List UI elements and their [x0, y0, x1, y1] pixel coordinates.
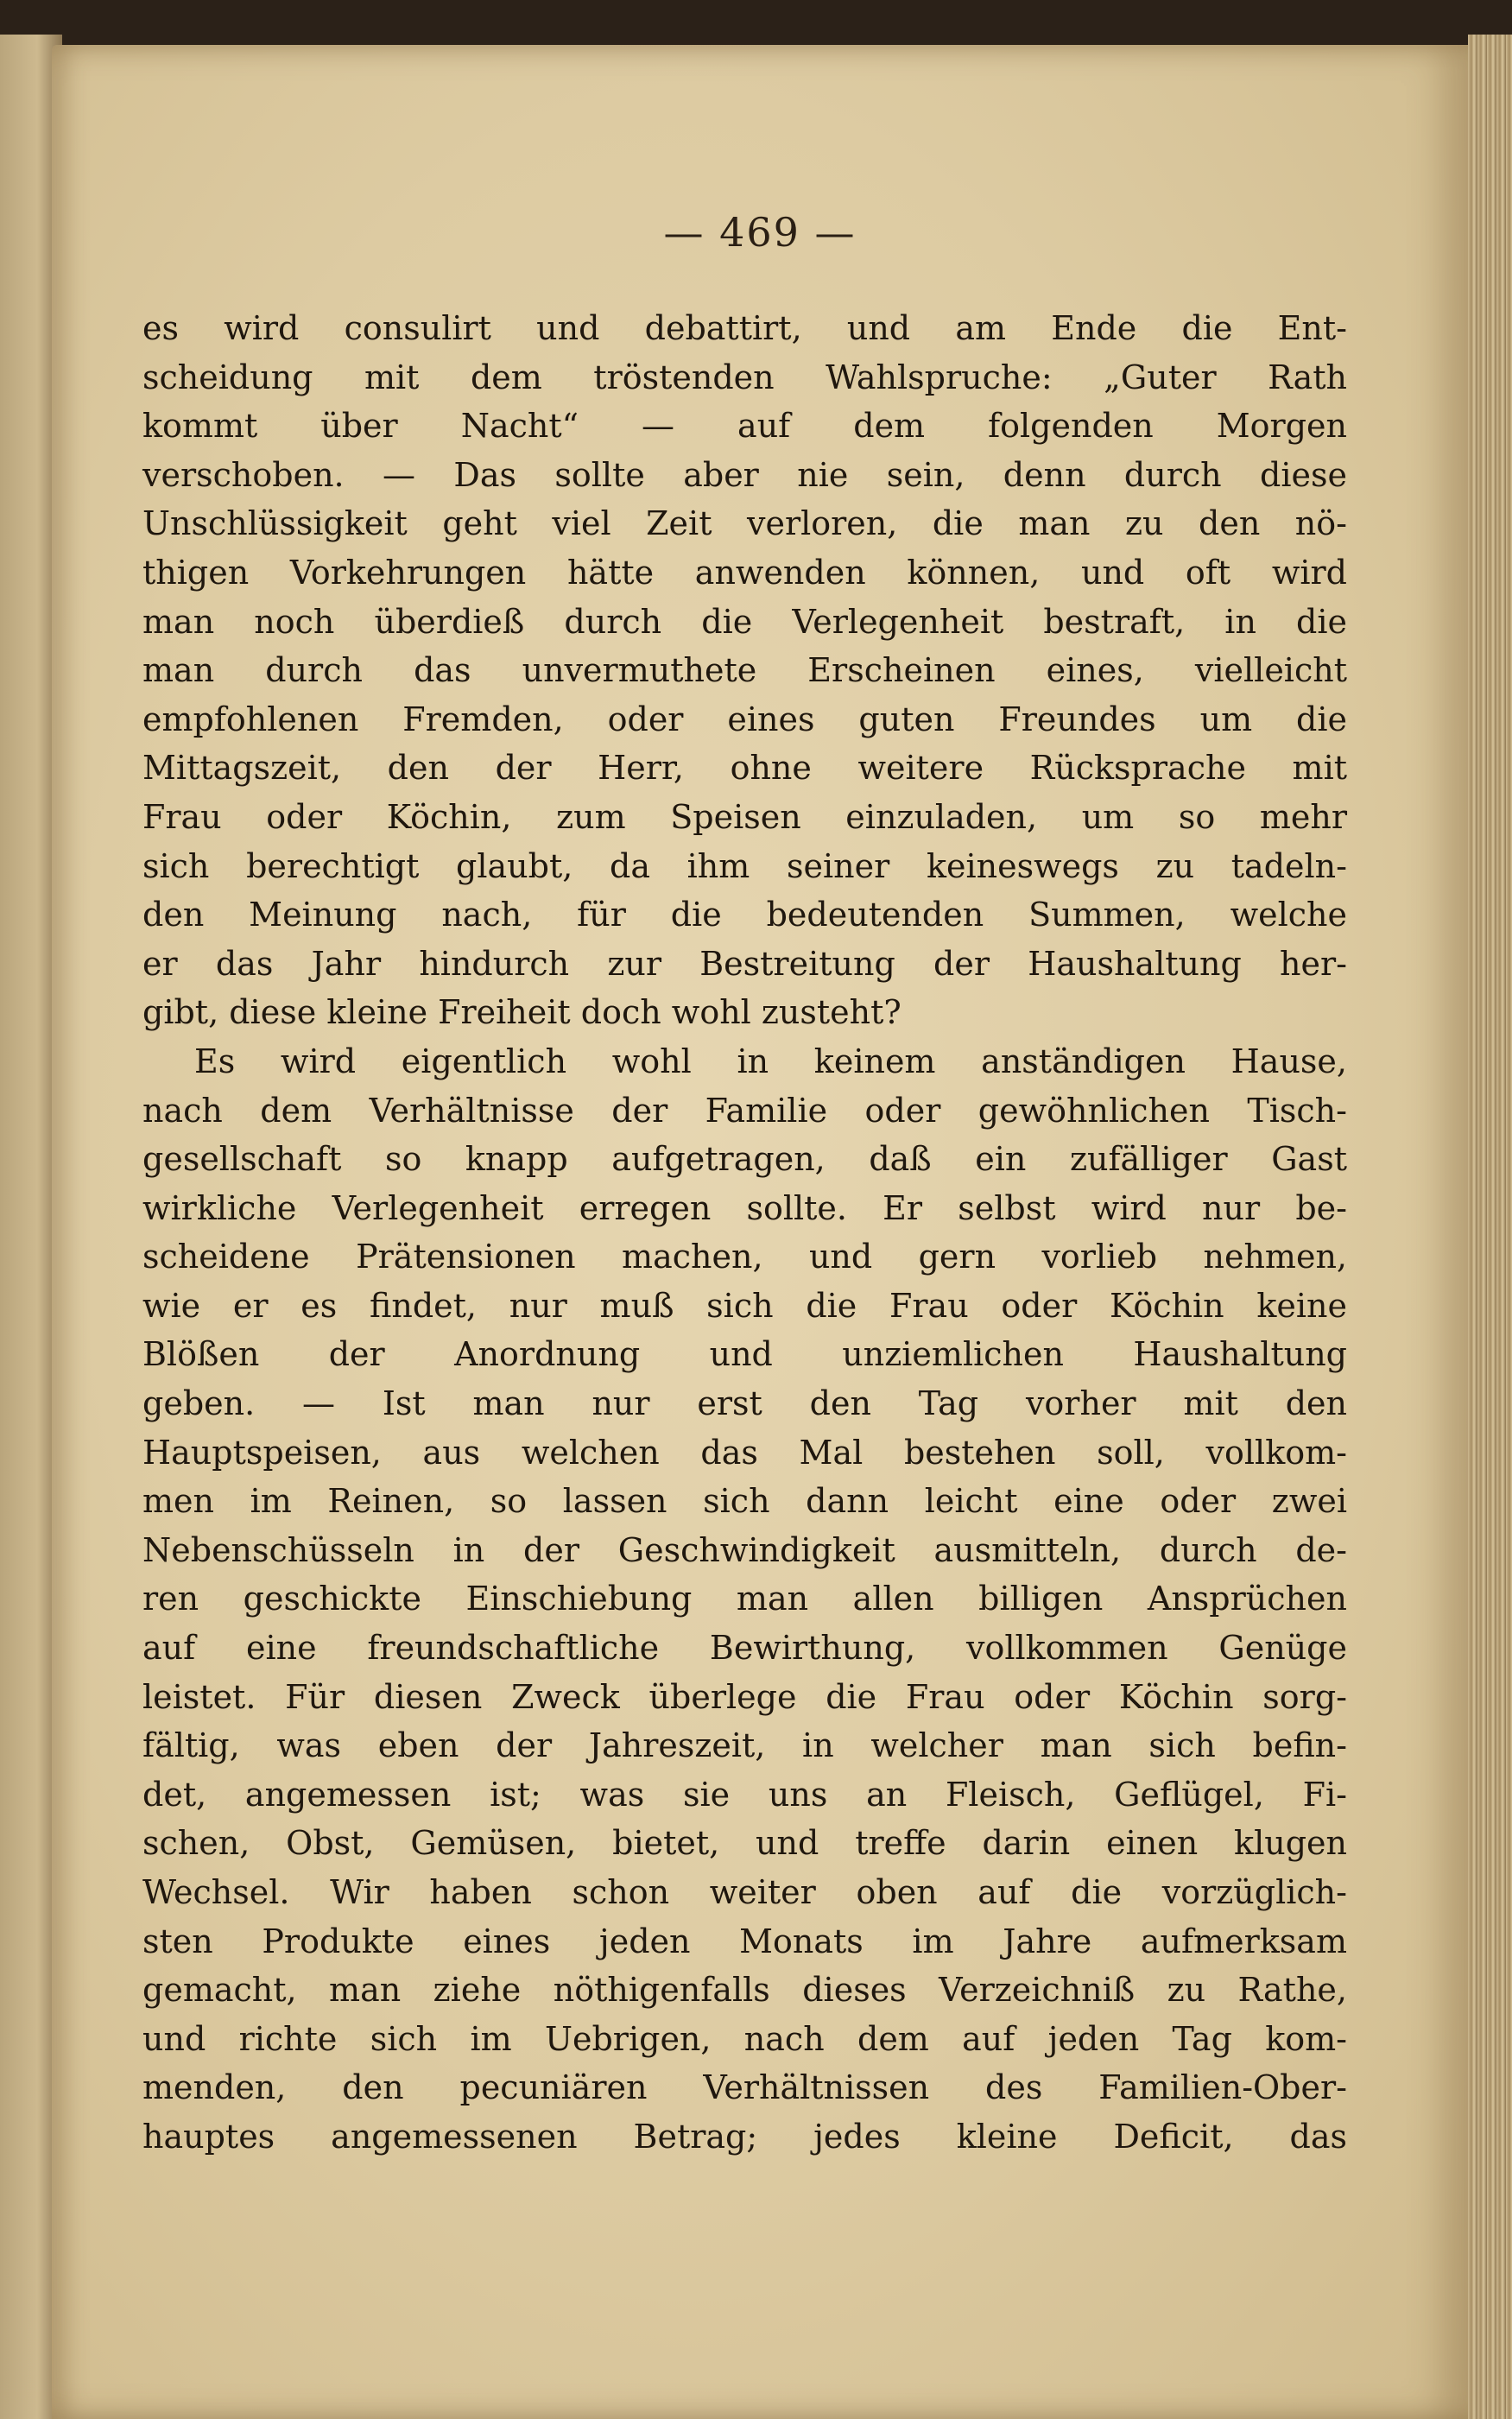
text-line: Blößen der Anordnung und unziemlichen Haushaltung	[142, 1335, 1347, 1374]
text-line: det, angemessen ist; was sie uns an Fleisch, Geflügel, Fi-	[142, 1775, 1347, 1814]
text-line: Mittagszeit, den der Herr, ohne weitere Rücksprache mit	[142, 749, 1347, 788]
text-line: Unschlüssigkeit geht viel Zeit verloren, die man zu den nö-	[142, 504, 1347, 543]
text-line: fältig, was eben der Jahreszeit, in welcher man sich befin-	[142, 1726, 1347, 1765]
text-line: menden, den pecuniären Verhältnissen des Familien-Ober-	[142, 2068, 1347, 2107]
book-page	[52, 45, 1468, 2419]
text-line: er das Jahr hindurch zur Bestreitung der Haushaltung her-	[142, 944, 1347, 983]
page-number: — 469 —	[663, 209, 857, 256]
text-line: auf eine freundschaftliche Bewirthung, vollkommen Genüge	[142, 1629, 1347, 1668]
text-line: wirkliche Verlegenheit erregen sollte. Er selbst wird nur be-	[142, 1188, 1347, 1227]
page-stack-edge	[1468, 35, 1512, 2419]
text-line: gemacht, man ziehe nöthigenfalls dieses Verzeichniß zu Rathe,	[142, 1971, 1347, 2010]
text-line: gesellschaft so knapp aufgetragen, daß ein zufälliger Gast	[142, 1140, 1347, 1179]
text-line: den Meinung nach, für die bedeutenden Summen, welche	[142, 896, 1347, 934]
text-line: gibt, diese kleine Freiheit doch wohl zusteht?	[142, 993, 902, 1032]
text-line: geben. — Ist man nur erst den Tag vorher mit den	[142, 1384, 1347, 1423]
text-line: verschoben. — Das sollte aber nie sein, denn durch diese	[142, 455, 1347, 494]
text-line: Nebenschüsseln in der Geschwindigkeit ausmitteln, durch de-	[142, 1530, 1347, 1569]
text-line: sich berechtigt glaubt, da ihm seiner keineswegs zu tadeln-	[142, 846, 1347, 885]
text-line: scheidung mit dem tröstenden Wahlspruche: „Guter Rath	[142, 358, 1347, 396]
body-text	[142, 304, 1347, 2162]
text-line: wie er es findet, nur muß sich die Frau oder Köchin keine	[142, 1286, 1347, 1325]
text-line: empfohlenen Fremden, oder eines guten Freundes um die	[142, 700, 1347, 738]
text-line: nach dem Verhältnisse der Familie oder gewöhnlichen Tisch-	[142, 1091, 1347, 1130]
text-line: leistet. Für diesen Zweck überlege die Frau oder Köchin sorg-	[142, 1677, 1347, 1716]
text-line: man durch das unvermuthete Erscheinen eines, vielleicht	[142, 651, 1347, 690]
text-line: sten Produkte eines jeden Monats im Jahre aufmerksam	[142, 1922, 1347, 1960]
text-line: Hauptspeisen, aus welchen das Mal bestehen soll, vollkom-	[142, 1433, 1347, 1472]
text-line: kommt über Nacht“ — auf dem folgenden Morgen	[142, 407, 1347, 446]
text-line: es wird consulirt und debattirt, und am Ende die Ent-	[142, 309, 1347, 347]
text-line: Wechsel. Wir haben schon weiter oben auf die vorzüglich-	[142, 1873, 1347, 1911]
text-line: thigen Vorkehrungen hätte anwenden können, und oft wird	[142, 553, 1347, 592]
text-line: Es wird eigentlich wohl in keinem anständigen Hause,	[194, 1042, 1347, 1080]
text-line: scheidene Prätensionen machen, und gern vorlieb nehmen,	[142, 1238, 1347, 1276]
text-line: Frau oder Köchin, zum Speisen einzuladen, um so mehr	[142, 797, 1347, 836]
text-line: schen, Obst, Gemüsen, bietet, und treffe darin einen klugen	[142, 1824, 1347, 1863]
text-line: men im Reinen, so lassen sich dann leicht eine oder zwei	[142, 1482, 1347, 1521]
text-line: und richte sich im Uebrigen, nach dem auf jeden Tag kom-	[142, 2019, 1347, 2058]
text-line: hauptes angemessenen Betrag; jedes kleine Deficit, das	[142, 2117, 1347, 2156]
text-line: ren geschickte Einschiebung man allen billigen Ansprüchen	[142, 1580, 1347, 1618]
text-line: man noch überdieß durch die Verlegenheit bestraft, in die	[142, 602, 1347, 641]
